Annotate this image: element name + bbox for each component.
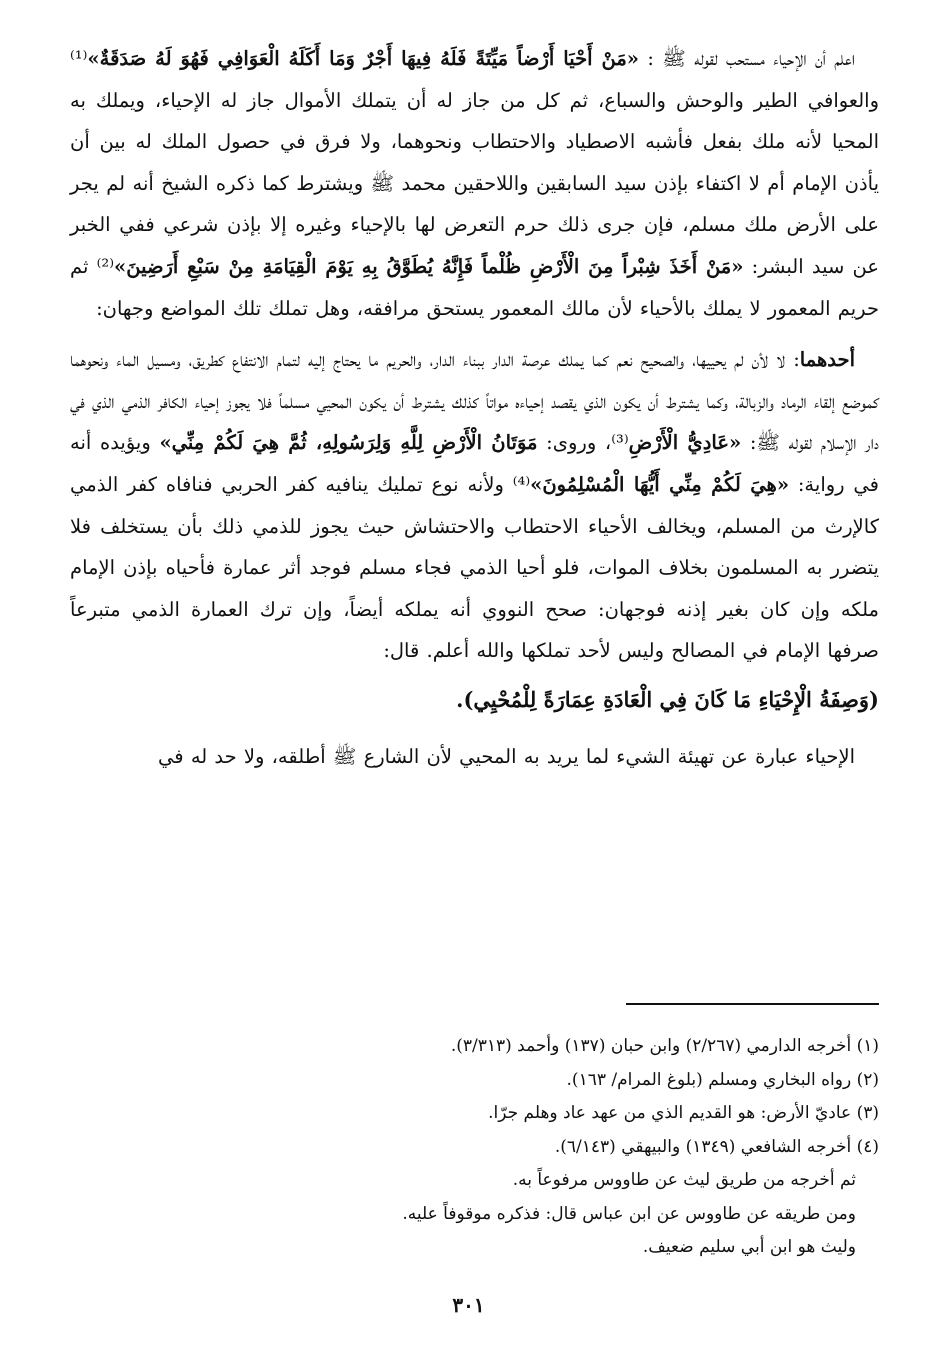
paragraph-2-text-b: ⁽³⁾، وروى:: [537, 431, 629, 455]
footnote-1: (١) أخرجه الدارمي (٢/٢٦٧) وابن حبان (١٣٧) وأحمد (٣/٣١٣).: [450, 1036, 879, 1056]
paragraph-1: [70, 38, 879, 329]
page-number: ٣٠١: [452, 1293, 485, 1317]
hadith-quote: «مَنْ أَخَذَ شِبْراً مِنَ الْأَرْضِ ظُلْماً فَإِنَّهُ يُطَوَّقُ بِهِ يَوْمَ الْقِيَامَةِ مِنْ سَبْعِ أَرَضِينَ»: [114, 254, 744, 278]
footnote-3: (٣) عاديّ الأرض: هو القديم الذي من عهد عاد وهلم جرّا.: [488, 1103, 879, 1123]
paragraph-1-text-a: اعلم أن الإحياء مستحب لقوله ﷺ :: [639, 47, 856, 70]
matn-heading: (وَصِفَةُ الْإِحْيَاءِ مَا كَانَ فِي الْعَادَةِ عِمَارَةً لِلْمُحْيِي).: [456, 686, 879, 712]
main-text: [70, 38, 879, 778]
paragraph-3: الإحياء عبارة عن تهيئة الشيء لما يريد به المحيي لأن الشارع ﷺ أطلقه، ولا حد له في: [158, 744, 855, 768]
paragraph-2-text-d: ⁽⁴⁾ ولأنه نوع تمليك ينافيه كفر الحربي فنافاه كفر الذمي كالإرث من المسلم، ويخالف الأحياء الاحتطاب والاحتشاش حيث يجوز للذمي ذلك بأن يستخلف فلا يتضرر به المسلمون بخلاف الموات، فلو أحيا الذمي فجاء مسلم فوجد أثر عمارة فأحياه بإذن الإمام ملكه وإن كان بغير إذنه فوجهان: صحح النووي أنه يملكه أيضاً، وإن ترك العمارة الذمي متبرعاً صرفها الإمام في المصالح وليس لأحد تملكها والله أعلم. قال:: [70, 472, 879, 663]
paragraph-2-text-c: ويؤيده أنه في رواية:: [70, 431, 879, 496]
paragraph-2-text-a: : لا لأن لم يحييها، والصحيح نعم كما يملك عرصة الدار ببناء الدار، والحريم ما يحتاج إليه لتمام الانتفاع كطريق، ومسيل الماء ونحوهما كموضع إلقاء الرماد والزبالة، وكما يشترط أن يكون الذي يقصد إحياءه مواتاً كذلك يشترط أن يكون المحيي مسلماً فلا يجوز إحياء الكافر الذمي الذي في دار الإسلام لقوله ﷺ:: [70, 348, 879, 455]
paragraph-1-text-c: ⁽²⁾ ثم حريم المعمور لا يملك بالأحياء لأن مالك المعمور يستحق مرافقه، وهل تملك تلك المواضع وجهان:: [70, 254, 879, 320]
footnote-4: (٤) أخرجه الشافعي (١٣٤٩) والبيهقي (٦/١٤٣).: [554, 1136, 879, 1157]
footnote-divider: [626, 1003, 879, 1005]
hadith-quote: «هِيَ لَكُمْ مِنِّي أَيُّهَا الْمُسْلِمُونَ»: [530, 472, 790, 496]
footnote-4-line-3: ومن طريقه عن طاووس عن ابن عباس قال: فذكره موقوفاً عليه.: [402, 1203, 856, 1224]
footnote-2: (٢) رواه البخاري ومسلم (بلوغ المرام/ ١٦٣).: [566, 1069, 879, 1090]
paragraph-1-text-b: ⁽¹⁾ والعوافي الطير والوحش والسباع، ثم كل من جاز له أن يتملك الأموال جاز له الإحياء، ويملك به المحيا لأنه ملك بفعل فأشبه الاصطياد والاحتطاب ونحوهما، ولا فرق في حصول الملك له بين أن يأذن الإمام أم لا اكتفاء بإذن سيد السابقين واللاحقين محمد ﷺ ويشترط كما ذكره الشيخ أنه لم يجر على الأرض ملك مسلم، فإن جرى ذلك حرم التعرض لها بالإحياء وغيره إلا بإذن شرعي ففي الخبر عن سيد البشر:: [70, 47, 879, 278]
hadith-quote: «مَنْ أَحْيَا أَرْضاً مَيِّتَةً فَلَهُ فِيهَا أَجْرٌ وَمَا أَكَلَهُ الْعَوَافِي فَهُوَ لَهُ صَدَقَةٌ»: [87, 47, 639, 70]
hadith-quote: مَوَتَانُ الْأَرْضِ لِلَّهِ وَلِرَسُولِهِ، ثُمَّ هِيَ لَكُمْ مِنِّي»: [159, 431, 538, 455]
footnote-4-line-2: ثم أخرجه من طريق ليث عن طاووس مرفوعاً به.: [512, 1170, 856, 1190]
paragraph-2-lead: أحدهما: [799, 348, 855, 372]
footnotes: [70, 1030, 879, 1265]
hadith-quote: «عَادِيُّ الْأَرْضِ: [628, 431, 742, 455]
footnote-4-line-4: وليث هو ابن أبي سليم ضعيف.: [642, 1237, 856, 1257]
paragraph-2: [70, 339, 879, 672]
